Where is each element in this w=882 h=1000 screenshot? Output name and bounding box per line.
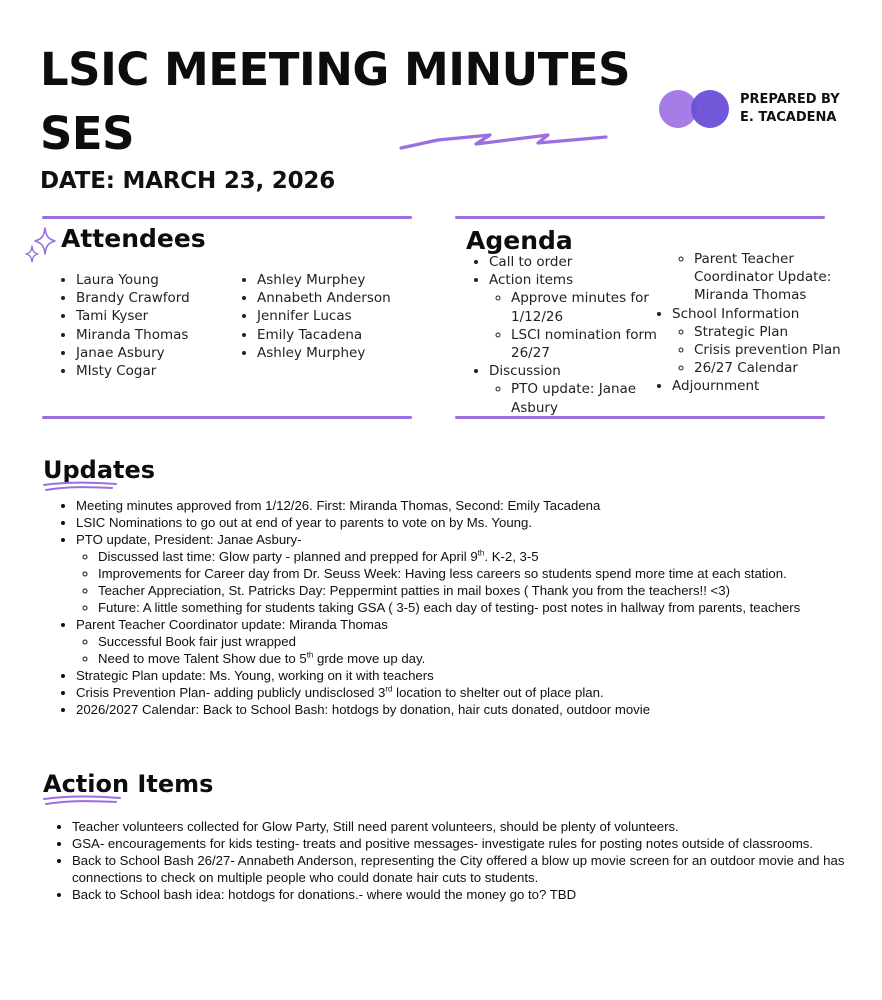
prepared-by-label: PREPARED BY <box>740 92 840 107</box>
attendee-item: • Tami Kyser <box>76 307 190 325</box>
attendees-top-divider <box>42 216 412 219</box>
update-item <box>76 684 856 701</box>
agenda-sublist <box>672 323 872 378</box>
action-item: • Teacher volunteers collected for Glow Party, Still need parent volunteers, should be plenty of volunteers. <box>72 818 852 835</box>
attendees-list-col1 <box>54 271 190 380</box>
update-sublist <box>76 548 856 616</box>
agenda-list-col2 <box>650 250 872 396</box>
update-text: grde move up day. <box>313 651 426 666</box>
sparkle-icon <box>22 226 58 274</box>
attendee-item: • Ashley Murphey <box>257 344 391 362</box>
agenda-subitem: ◦ Parent Teacher Coordinator Update: Miranda Thomas <box>694 250 872 305</box>
attendee-item: • Laura Young <box>76 271 190 289</box>
agenda-item-label: Discussion <box>489 363 561 380</box>
update-text: location to shelter out of place plan. <box>392 685 604 700</box>
agenda-item: • Adjournment <box>672 377 872 395</box>
action-items-list <box>50 818 852 903</box>
title-line-1: LSIC MEETING MINUTES <box>40 43 631 96</box>
agenda-top-divider <box>455 216 825 219</box>
update-sublist <box>76 633 856 667</box>
agenda-item <box>672 250 872 305</box>
attendees-list-col2 <box>235 271 391 362</box>
update-text: Crisis Prevention Plan- adding publicly undisclosed 3 <box>76 685 386 700</box>
attendee-item: • Miranda Thomas <box>76 326 190 344</box>
attendee-item: • Brandy Crawford <box>76 289 190 307</box>
agenda-subitem: ◦ Approve minutes for 1/12/26 <box>511 289 681 325</box>
update-item: • LSIC Nominations to go out at end of year to parents to vote on by Ms. Young. <box>76 514 856 531</box>
agenda-subitem: ◦ PTO update: Janae Asbury <box>511 380 681 416</box>
update-text: Discussed last time: Glow party - planned and prepped for April 9 <box>98 549 478 564</box>
title-line-2: SES <box>40 107 135 160</box>
update-item: • Strategic Plan update: Ms. Young, working on it with teachers <box>76 667 856 684</box>
superscript: rd <box>385 684 393 694</box>
attendee-item: • Jennifer Lucas <box>257 307 391 325</box>
update-text: Need to move Talent Show due to 5 <box>98 651 307 666</box>
update-item <box>76 616 856 667</box>
prepared-by-name: E. TACADENA <box>740 110 837 125</box>
action-item: • Back to School bash idea: hotdogs for donations.- where would the money go to? TBD <box>72 886 852 903</box>
action-item: • Back to School Bash 26/27- Annabeth Anderson, representing the City offered a blow up movie screen for an outdoor movie and has connections to check on multiple people who could donate hair cuts to students. <box>72 852 852 886</box>
attendee-item: • Janae Asbury <box>76 344 190 362</box>
agenda-subitem: ◦ Crisis prevention Plan <box>694 341 872 359</box>
attendee-item: • MIsty Cogar <box>76 362 190 380</box>
agenda-item: • Call to order <box>489 253 681 271</box>
agenda-heading: Agenda <box>466 226 573 255</box>
agenda-list-col1 <box>467 253 681 417</box>
squiggle-decoration <box>398 126 610 152</box>
attendee-item: • Ashley Murphey <box>257 271 391 289</box>
agenda-item-label: School Information <box>672 305 800 322</box>
prepared-by <box>740 91 840 127</box>
update-item-label: Parent Teacher Coordinator update: Miranda Thomas <box>76 617 388 632</box>
update-subitem: ◦ Teacher Appreciation, St. Patricks Day: Peppermint patties in mail boxes ( Thank you from the teachers!! <3) <box>98 582 856 599</box>
update-item: • Meeting minutes approved from 1/12/26. First: Miranda Thomas, Second: Emily Tacadena <box>76 497 856 514</box>
attendee-item: • Annabeth Anderson <box>257 289 391 307</box>
updates-list <box>54 497 856 718</box>
update-item-label: PTO update, President: Janae Asbury- <box>76 532 302 547</box>
action-item: • GSA- encouragements for kids testing- treats and positive messages- investigate rules for posting notes outside of classrooms. <box>72 835 852 852</box>
attendees-heading: Attendees <box>61 224 206 253</box>
agenda-sublist <box>672 250 872 305</box>
update-subitem <box>98 548 856 565</box>
agenda-subitem: ◦ Strategic Plan <box>694 323 872 341</box>
updates-heading: Updates <box>43 456 156 484</box>
superscript: th <box>477 548 485 558</box>
updates-underline-decoration <box>42 480 118 494</box>
attendees-bottom-divider <box>42 416 412 419</box>
logo-circles-icon <box>658 88 732 132</box>
agenda-item <box>672 305 872 378</box>
attendee-item: • Emily Tacadena <box>257 326 391 344</box>
agenda-subitem: ◦ LSCI nomination form 26/27 <box>511 326 681 362</box>
update-item: • 2026/2027 Calendar: Back to School Bash: hotdogs by donation, hair cuts donated, outdoor movie <box>76 701 856 718</box>
update-subitem: ◦ Future: A little something for students taking GSA ( 3-5) each day of testing- post notes in hallway from parents, teachers <box>98 599 856 616</box>
action-items-underline-decoration <box>42 794 122 808</box>
update-subitem <box>98 650 856 667</box>
update-subitem: ◦ Successful Book fair just wrapped <box>98 633 856 650</box>
superscript: th <box>306 650 314 660</box>
agenda-item-label: Action items <box>489 272 574 289</box>
agenda-subitem: ◦ 26/27 Calendar <box>694 359 872 377</box>
update-item <box>76 531 856 616</box>
update-subitem: ◦ Improvements for Career day from Dr. Seuss Week: Having less careers so students spend more time at each station. <box>98 565 856 582</box>
action-items-heading: Action Items <box>43 770 214 798</box>
meeting-date: DATE: MARCH 23, 2026 <box>40 168 336 194</box>
update-text: . K-2, 3-5 <box>484 549 539 564</box>
